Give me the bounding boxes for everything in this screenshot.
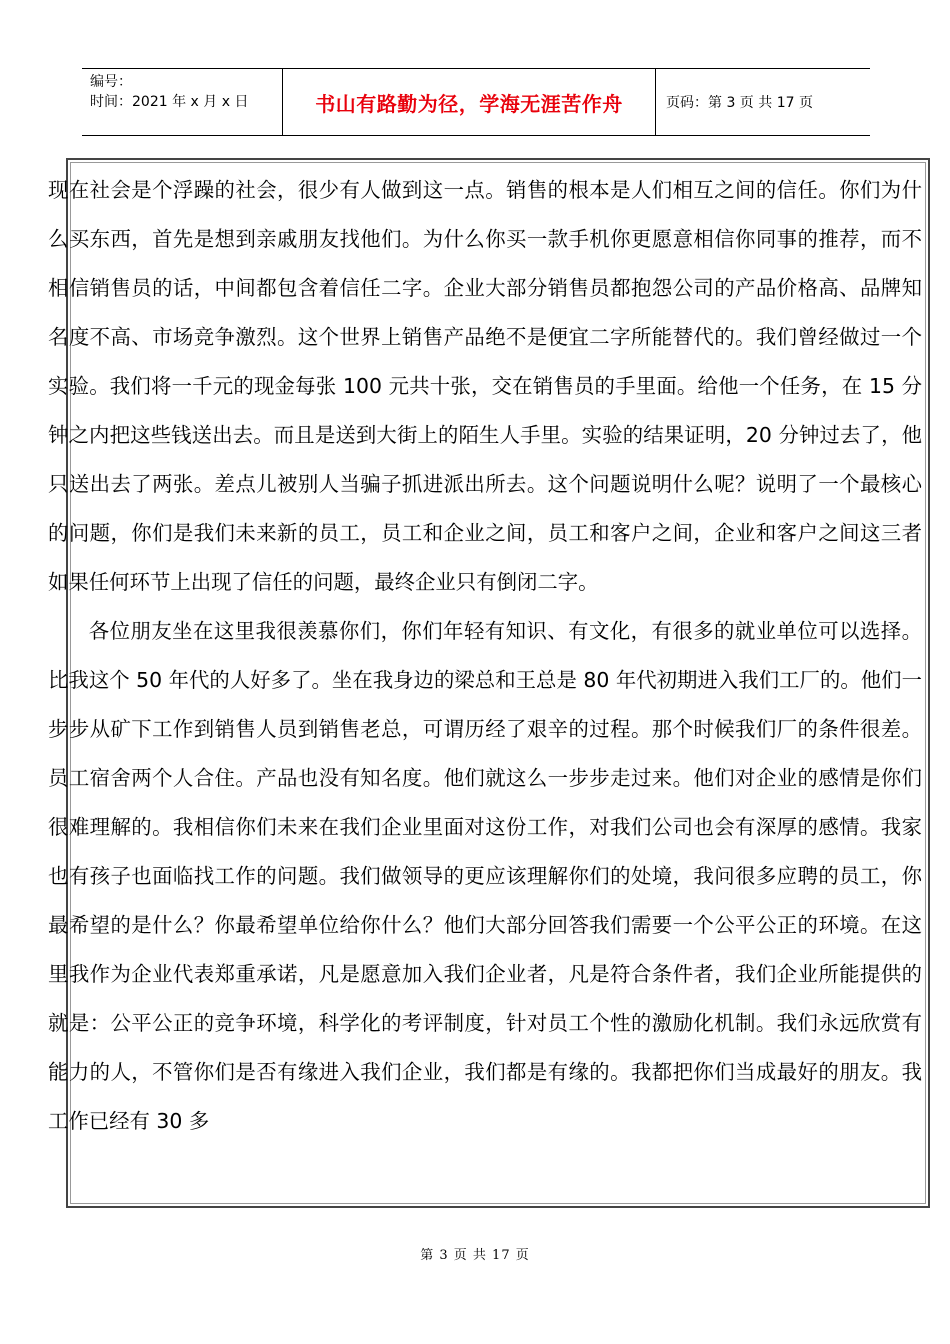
paragraph: 现在社会是个浮躁的社会，很少有人做到这一点。销售的根本是人们相互之间的信任。你们为什么买东西，首先是想到亲戚朋友找他们。为什么你买一款手机你更愿意相信你同事的推荐，而不相信销售员的话，中间都包含着信任二字。企业大部分销售员都抱怨公司的产品价格高、品牌知名度不高、市场竞争激烈。这个世界上销售产品绝不是便宜二字所能替代的。我们曾经做过一个实验。我们将一千元的现金每张 100 元共十张，交在销售员的手里面。给他一个任务，在 15 分钟之内把这些钱送出去。而且是送到大街上的陌生人手里。实验的结果证明，20 分钟过去了，他只送出去了两张。差点儿被别人当骗子抓进派出所去。这个问题说明什么呢？说明了一个最核心的问题，你们是我们未来新的员工，员工和企业之间，员工和客户之间，企业和客户之间这三者如果任何环节上出现了信任的问题，最终企业只有倒闭二字。: [48, 178, 922, 594]
paragraph: 各位朋友坐在这里我很羡慕你们，你们年轻有知识、有文化，有很多的就业单位可以选择。比我这个 50 年代的人好多了。坐在我身边的梁总和王总是 80 年代初期进入我们工厂的。他们一步步从矿下工作到销售人员到销售老总，可谓历经了艰辛的过程。那个时候我们厂的条件很差。员工宿舍两个人合住。产品也没有知名度。他们就这么一步步走过来。他们对企业的感情是你们很难理解的。我相信你们未来在我们企业里面对这份工作，对我们公司也会有深厚的感情。我家也有孩子也面临找工作的问题。我们做领导的更应该理解你们的处境，我问很多应聘的员工，你最希望的是什么？你最希望单位给你什么？他们大部分回答我们需要一个公平公正的环境。在这里我作为企业代表郑重承诺，凡是愿意加入我们企业者，凡是符合条件者，我们企业所能提供的就是：公平公正的竞争环境，科学化的考评制度，针对员工个性的激励化机制。我们永远欣赏有能力的人，不管你们是否有缘进入我们企业，我们都是有缘的。我都把你们当成最好的朋友。我工作已经有 30 多: [48, 619, 922, 1133]
page-info-text: 页码：第 3 页 共 17 页: [666, 95, 813, 111]
motto-text: 书山有路勤为径，学海无涯苦作舟: [315, 91, 623, 116]
header-meta: [82, 69, 282, 135]
body-text: [48, 166, 922, 1146]
header-table: [82, 68, 870, 136]
header-page-info: [656, 69, 870, 135]
time-label: 时间：2021 年 x 月 x 日: [90, 94, 249, 110]
page-footer: 第 3 页 共 17 页: [420, 1248, 530, 1263]
doc-number-label: 编号：: [90, 74, 132, 90]
header-motto-cell: [282, 69, 656, 135]
